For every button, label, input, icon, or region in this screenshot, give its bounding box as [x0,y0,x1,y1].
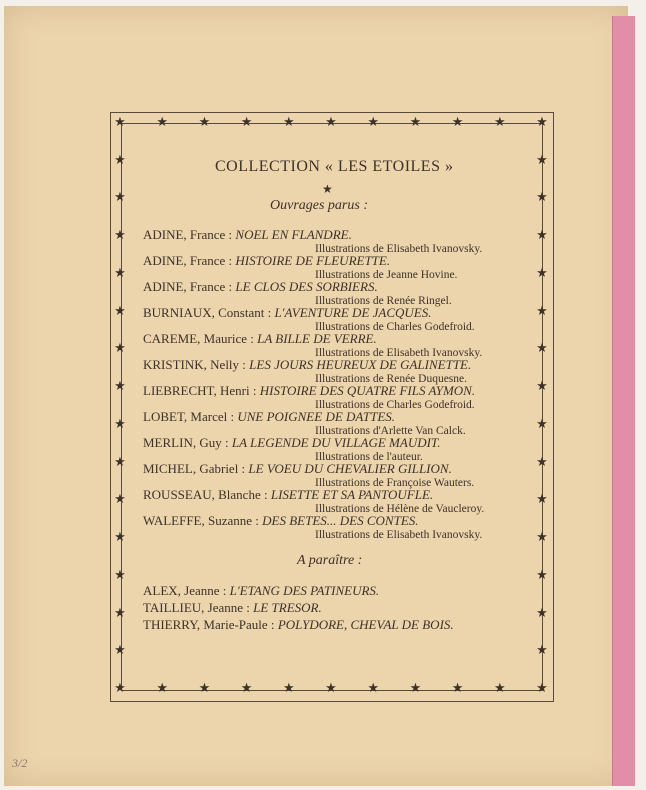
border-star-icon: ★ [536,566,548,582]
illustrator-line: Illustrations de Hélène de Vaucleroy. [315,503,485,515]
border-star-icon: ★ [536,604,548,620]
title-star-icon: ★ [322,182,333,196]
border-star-icon: ★ [536,302,548,318]
illustrator-line: Illustrations de Renée Duquesne. [315,373,468,385]
border-star-icon: ★ [536,114,548,129]
illustrator-line: Illustrations de Françoise Wauters. [315,477,475,489]
border-star-icon: ★ [114,264,126,280]
book-entry: MERLIN, Guy : LA LEGENDE DU VILLAGE MAUDIT. [143,435,441,450]
border-star-icon: ★ [367,114,380,129]
book-entry: LOBET, Marcel : UNE POIGNEE DE DATTES. [143,409,396,424]
border-star-icon: ★ [493,680,506,695]
border-star-icon: ★ [114,529,126,545]
border-star-icon: ★ [325,680,337,695]
illustrator-line: Illustrations de Elisabeth Ivanovsky. [315,529,483,541]
border-star-icon: ★ [536,453,548,469]
border-star-icon: ★ [536,642,548,658]
border-star-icon: ★ [114,415,126,431]
border-star-icon: ★ [536,680,548,695]
border-star-icon: ★ [114,566,126,582]
border-star-icon: ★ [114,114,126,129]
border-star-icon: ★ [451,114,464,129]
border-star-icon: ★ [114,151,126,167]
book-entry: ADINE, France : HISTOIRE DE FLEURETTE. [143,253,391,268]
illustrator-line: Illustrations de Charles Godefroid. [315,321,475,333]
border-star-icon: ★ [536,189,548,205]
border-star-icon: ★ [367,680,380,695]
border-star-icon: ★ [114,302,126,318]
border-star-icon: ★ [114,642,126,658]
border-star-icon: ★ [114,227,126,243]
border-star-icon: ★ [156,680,169,695]
book-entry: MICHEL, Gabriel : LE VOEU DU CHEVALIER GILLION. [143,461,452,476]
border-star-icon: ★ [536,227,548,243]
book-entry: BURNIAUX, Constant : L'AVENTURE DE JACQUES. [143,305,432,320]
border-star-icon: ★ [240,680,253,695]
published-heading: Ouvrages parus : [270,198,368,213]
book-entry: LIEBRECHT, Henri : HISTOIRE DES QUATRE FILS AYMON. [143,383,476,398]
book-entry: ADINE, France : LE CLOS DES SORBIERS. [143,279,378,294]
border-star-icon: ★ [114,189,126,205]
border-star-icon: ★ [282,114,295,129]
illustrator-line: Illustrations de l'auteur. [315,451,423,463]
border-star-icon: ★ [536,264,548,280]
collection-title: COLLECTION « LES ETOILES » [215,158,454,175]
illustrator-line: Illustrations de Jeanne Hovine. [315,269,458,281]
border-star-icon: ★ [114,378,126,394]
border-star-icon: ★ [198,680,211,695]
border-star-icon: ★ [198,114,211,129]
pencil-mark: 3/2 [12,756,28,770]
pink-spine [612,16,635,786]
border-star-icon: ★ [409,114,422,129]
border-star-icon: ★ [536,378,548,394]
illustrator-line: Illustrations de Renée Ringel. [315,295,452,307]
upcoming-heading: A paraître : [297,553,363,568]
illustrator-line: Illustrations de Charles Godefroid. [315,399,475,411]
book-entry: ADINE, France : NOEL EN FLANDRE. [143,227,352,242]
border-star-icon: ★ [114,604,126,620]
upcoming-entry: TAILLIEU, Jeanne : LE TRESOR. [143,600,322,615]
upcoming-entry: THIERRY, Marie-Paule : POLYDORE, CHEVAL DE BOIS. [143,617,454,632]
border-star-icon: ★ [282,680,295,695]
book-entry: KRISTINK, Nelly : LES JOURS HEUREUX DE GALINETTE. [143,357,472,372]
border-star-icon: ★ [409,680,422,695]
border-star-icon: ★ [114,491,126,507]
book-entry: WALEFFE, Suzanne : DES BETES... DES CONTES. [143,513,419,528]
illustrator-line: Illustrations de Elisabeth Ivanovsky. [315,347,483,359]
illustrator-line: Illustrations d'Arlette Van Calck. [315,425,466,437]
border-star-icon: ★ [536,340,548,356]
book-entry: CAREME, Maurice : LA BILLE DE VERRE. [143,331,377,346]
illustrator-line: Illustrations de Elisabeth Ivanovsky. [315,243,483,255]
border-star-icon: ★ [536,415,548,431]
border-star-icon: ★ [240,114,253,129]
border-star-icon: ★ [536,529,548,545]
border-star-icon: ★ [536,491,548,507]
border-star-icon: ★ [536,151,548,167]
border-star-icon: ★ [114,680,126,695]
border-star-icon: ★ [114,340,126,356]
border-star-icon: ★ [325,114,337,129]
book-entry: ROUSSEAU, Blanche : LISETTE ET SA PANTOUFLE. [143,487,434,502]
border-star-icon: ★ [156,114,169,129]
border-star-icon: ★ [451,680,464,695]
upcoming-entry: ALEX, Jeanne : L'ETANG DES PATINEURS. [143,583,380,598]
border-star-icon: ★ [493,114,506,129]
border-star-icon: ★ [114,453,126,469]
